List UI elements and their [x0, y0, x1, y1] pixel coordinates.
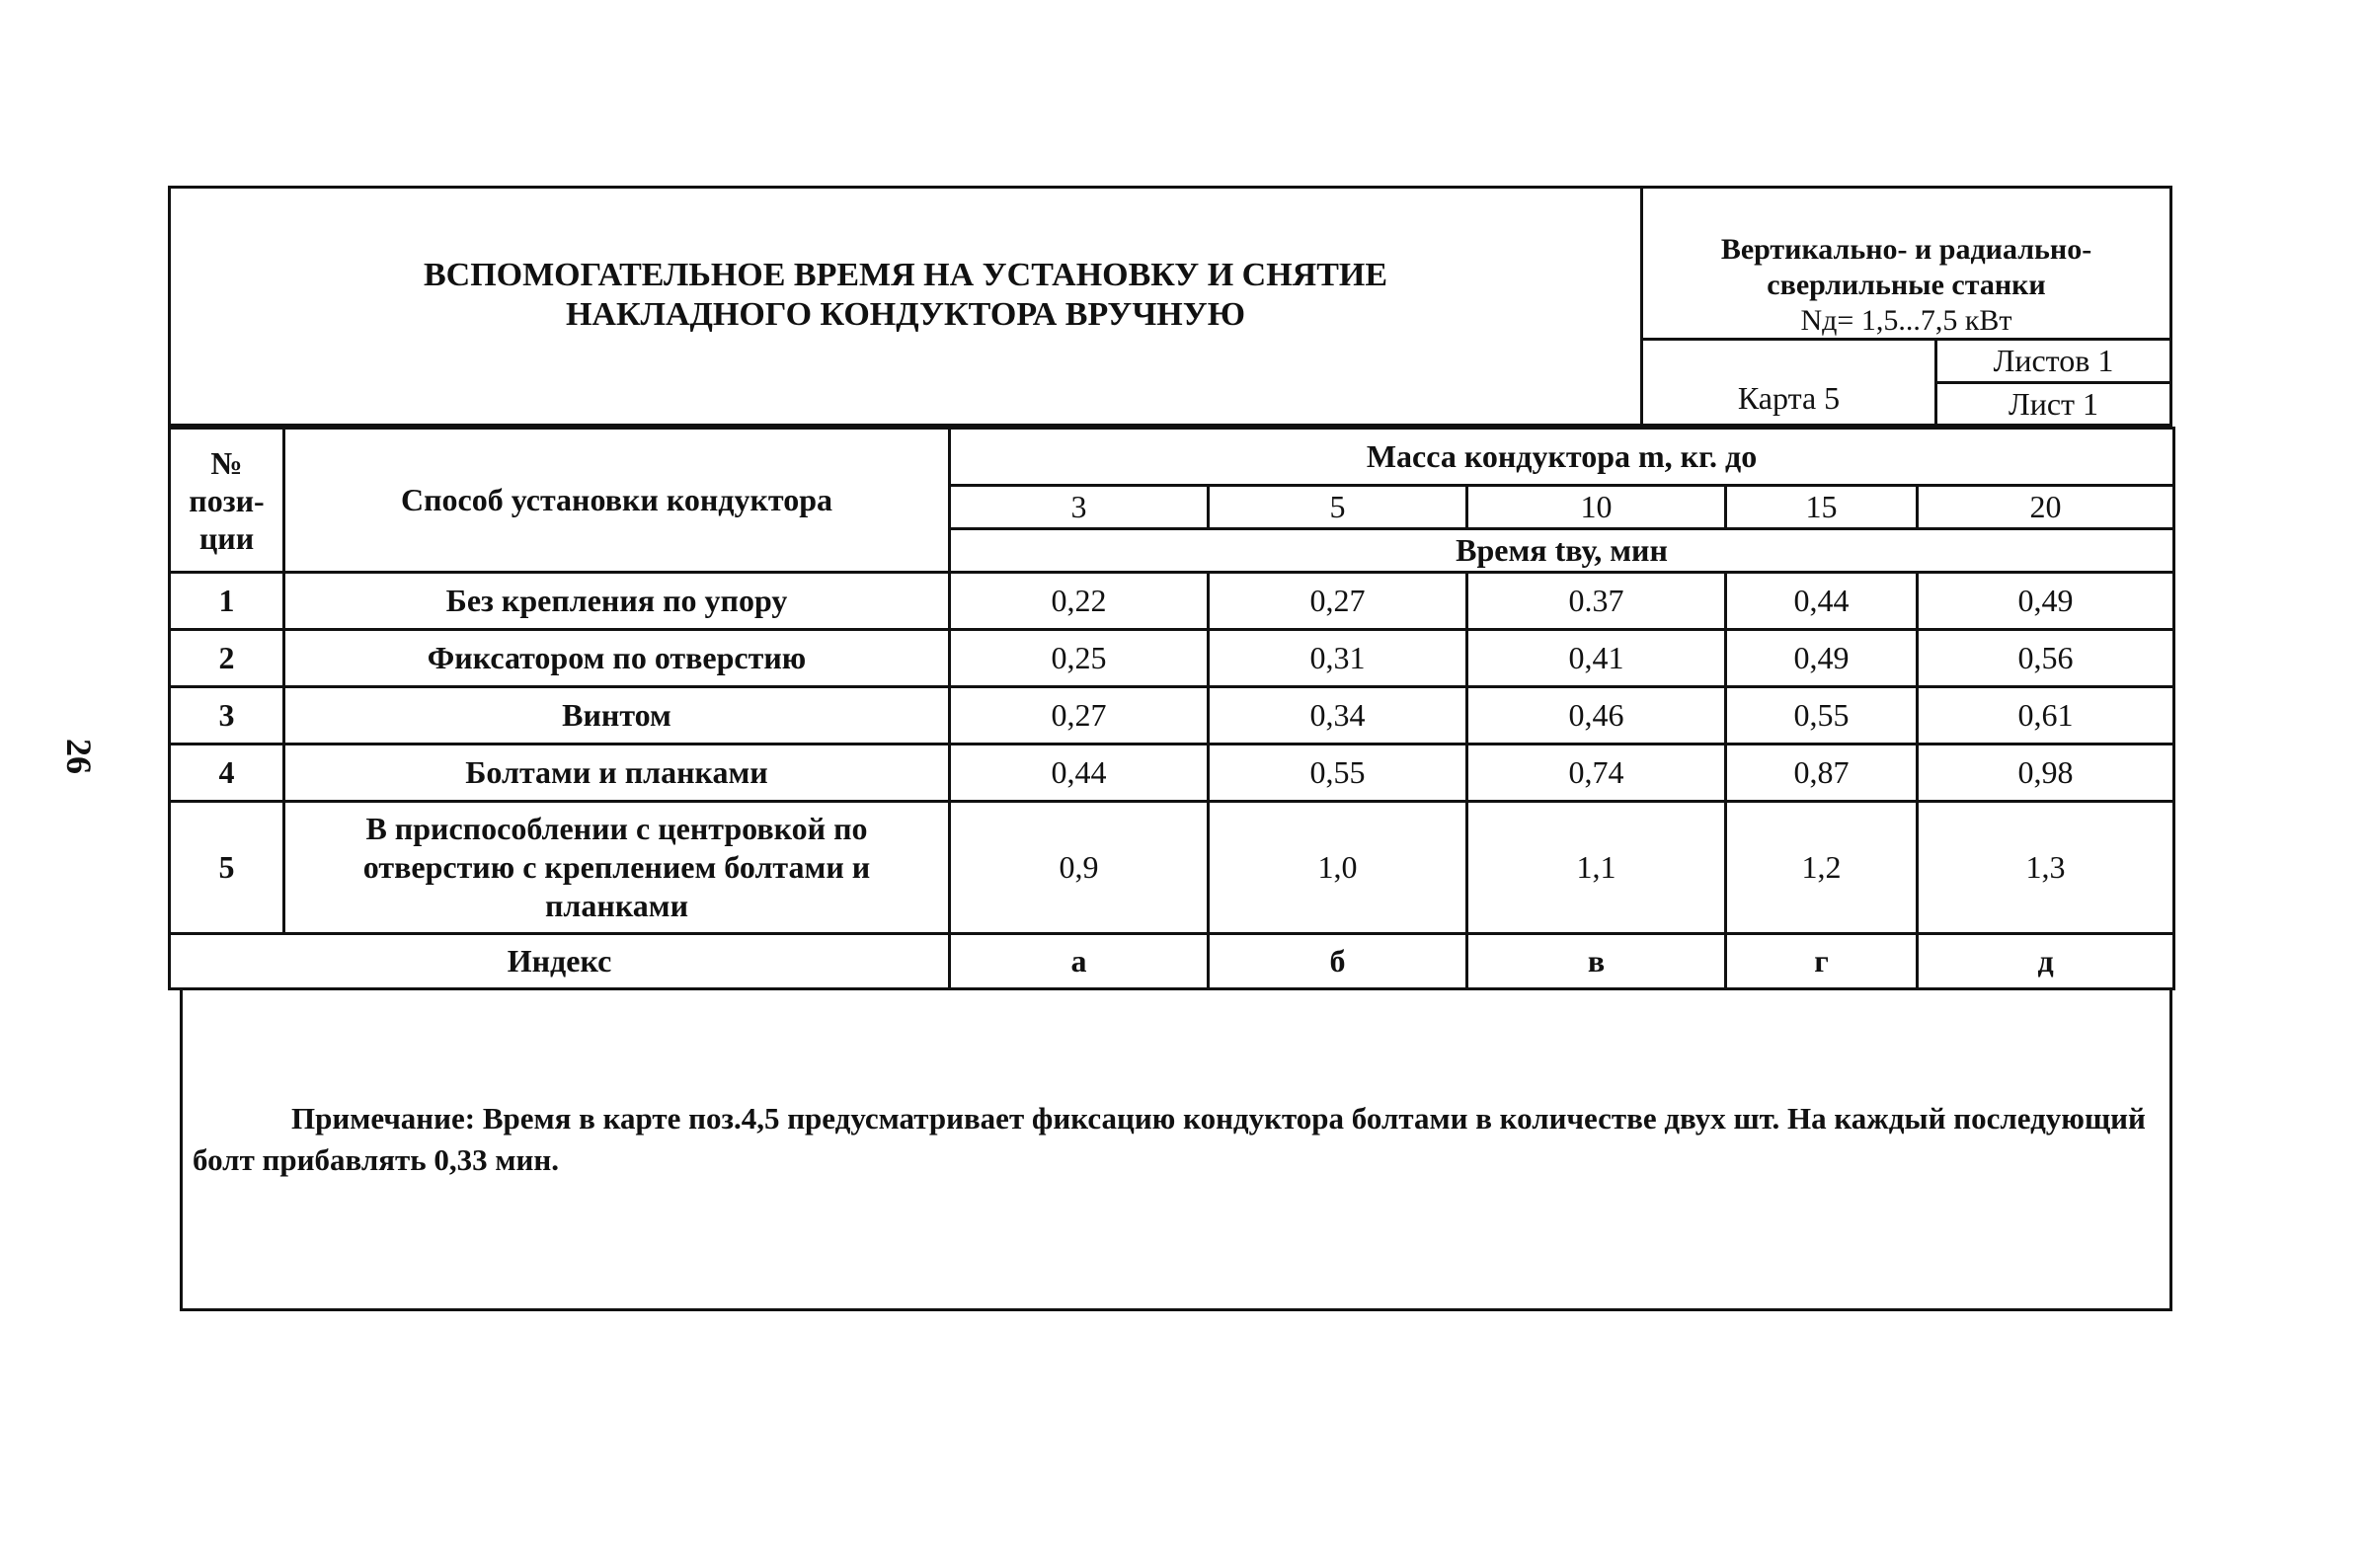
time-cell: 1,0: [1209, 802, 1467, 934]
time-cell: 0,55: [1209, 745, 1467, 802]
mass-header: Масса кондуктора m, кг. до: [950, 429, 2174, 486]
time-cell: 0,46: [1467, 687, 1726, 745]
table-row: [170, 687, 2174, 745]
time-cell: 0,25: [950, 630, 1209, 687]
index-row: [170, 934, 2174, 989]
time-cell: 0,74: [1467, 745, 1726, 802]
time-cell: 1,1: [1467, 802, 1726, 934]
mass-value: 20: [1918, 486, 2174, 529]
table-row: [170, 573, 2174, 630]
machine-line-2: сверлильные станки: [1767, 269, 2046, 301]
machine-power: Nд= 1,5...7,5 кВт: [1800, 304, 2012, 337]
time-cell: 0,41: [1467, 630, 1726, 687]
mass-value: 15: [1726, 486, 1918, 529]
sheets-total: Листов 1: [1937, 341, 2169, 384]
position-cell: 3: [170, 687, 284, 745]
time-cell: 0,44: [1726, 573, 1918, 630]
time-cell: 0,34: [1209, 687, 1467, 745]
header-info: [1640, 189, 2169, 424]
index-cell: в: [1467, 934, 1726, 989]
time-cell: 0,49: [1918, 573, 2174, 630]
time-cell: 1,3: [1918, 802, 2174, 934]
time-cell: 0.37: [1467, 573, 1726, 630]
time-cell: 0,27: [950, 687, 1209, 745]
method-cell: Фиксатором по отверстию: [284, 630, 950, 687]
index-cell: а: [950, 934, 1209, 989]
position-cell: 2: [170, 630, 284, 687]
method-cell: Болтами и планками: [284, 745, 950, 802]
map-number: Карта 5: [1643, 341, 1937, 424]
time-cell: 0,22: [950, 573, 1209, 630]
note-box: [180, 987, 2172, 1311]
time-cell: 0,9: [950, 802, 1209, 934]
table-header-row: [170, 429, 2174, 486]
time-table: [168, 427, 2175, 990]
table-row: [170, 745, 2174, 802]
time-cell: 0,27: [1209, 573, 1467, 630]
position-cell: 4: [170, 745, 284, 802]
index-cell: г: [1726, 934, 1918, 989]
position-header: № пози- ции: [170, 429, 284, 573]
time-cell: 1,2: [1726, 802, 1918, 934]
machine-type: [1643, 189, 2169, 341]
position-cell: 5: [170, 802, 284, 934]
time-cell: 0,87: [1726, 745, 1918, 802]
method-cell: В приспособлении с центровкой по отверстию с креплением болтами и планками: [284, 802, 950, 934]
time-cell: 0,56: [1918, 630, 2174, 687]
page-title: [171, 189, 1640, 424]
index-cell: д: [1918, 934, 2174, 989]
time-cell: 0,31: [1209, 630, 1467, 687]
method-cell: Без крепления по упору: [284, 573, 950, 630]
method-header: Способ установки кондуктора: [284, 429, 950, 573]
table-row: [170, 802, 2174, 934]
position-cell: 1: [170, 573, 284, 630]
title-line-1: ВСПОМОГАТЕЛЬНОЕ ВРЕМЯ НА УСТАНОВКУ И СНЯТИЕ: [423, 257, 1388, 293]
page-number: 26: [59, 739, 99, 774]
time-cell: 0,49: [1726, 630, 1918, 687]
note-text: Примечание: Время в карте поз.4,5 предусматривает фиксацию кондуктора болтами в количестве двух шт. На каждый последующий болт прибавлять 0,33 мин.: [193, 1101, 2146, 1177]
mass-value: 5: [1209, 486, 1467, 529]
method-cell: Винтом: [284, 687, 950, 745]
machine-line-1: Вертикально- и радиально-: [1720, 233, 2092, 266]
mass-value: 10: [1467, 486, 1726, 529]
time-cell: 0,44: [950, 745, 1209, 802]
title-line-2: НАКЛАДНОГО КОНДУКТОРА ВРУЧНУЮ: [565, 296, 1245, 333]
time-cell: 0,61: [1918, 687, 2174, 745]
sheet-number: Лист 1: [2008, 386, 2098, 422]
mass-value: 3: [950, 486, 1209, 529]
index-label: Индекс: [170, 934, 950, 989]
time-cell: 0,98: [1918, 745, 2174, 802]
index-cell: б: [1209, 934, 1467, 989]
time-cell: 0,55: [1726, 687, 1918, 745]
header-box: [168, 186, 2172, 427]
table-row: [170, 630, 2174, 687]
time-header: Время tву, мин: [950, 529, 2174, 573]
